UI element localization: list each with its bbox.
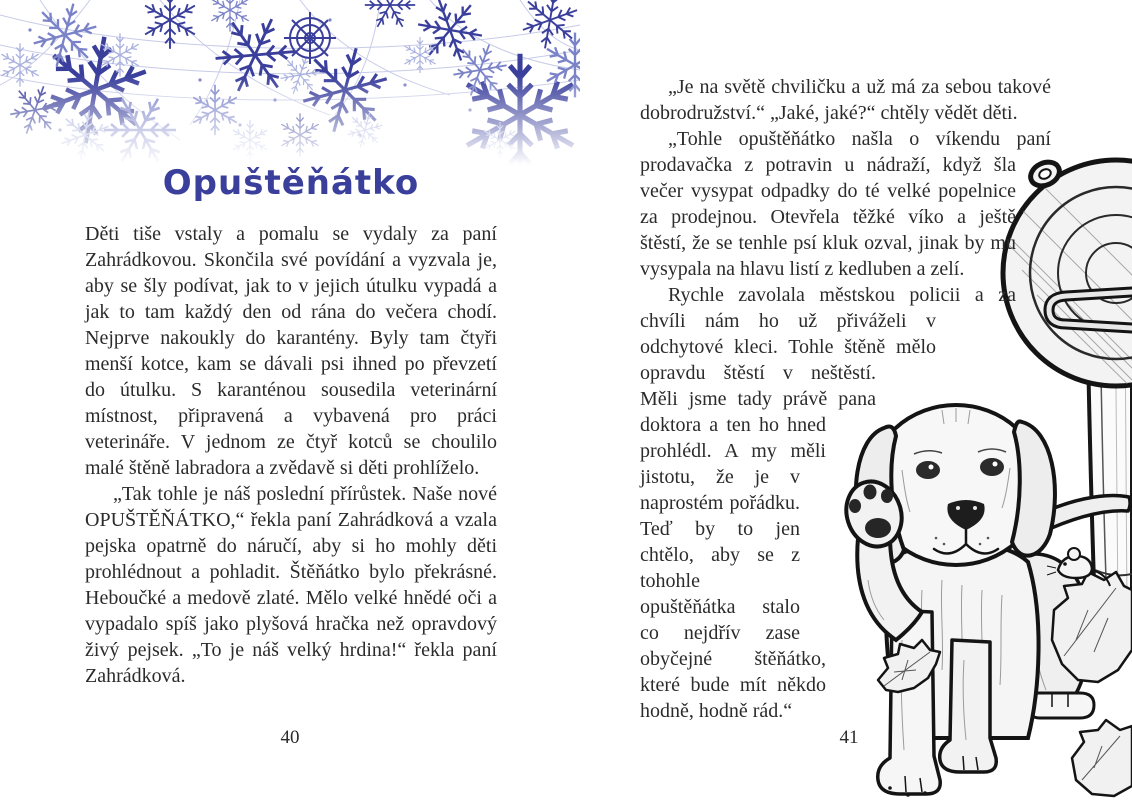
- snowflake-band: [0, 0, 580, 165]
- text-wrap-spacer: [826, 626, 1052, 776]
- text-wrap-spacer: [1051, 74, 1052, 154]
- page-number-left: 40: [280, 727, 300, 748]
- paragraph: „Tak tohle je náš poslední přírůstek. Naše nové OPUŠTĚŇÁTKO,“ řekla paní Zahrádková a vzala pejska opatrně do náručí, aby si ho mohly děti prohlédnout a pohladit. Štěňátko bylo překrásné. Heboučké a medově zlaté. Mělo velké hnědé oči a vypadalo spíš jako plyšová hračka než opravdový živý pejsek. „To je náš velký hrdina!“ řekla paní Zahrádková.: [85, 483, 497, 687]
- chapter-title: Opuštěňátko: [162, 162, 420, 203]
- mandala-snowflake: [284, 12, 336, 64]
- text-wrap-spacer: [826, 418, 1052, 470]
- paragraph: „Tohle opuštěňátko našla o víkendu paní prodavačka z potravin u nádraží, když šla večer vysypat odpadky do té velké popelnice za prodejnou. Otevřela těžké víko a ještě štěstí, že se tenhle psí kluk ozval, jinak by mu vysypala na hlavu listí z kedluben a zelí.: [640, 128, 1051, 280]
- paragraph: Děti tiše vstaly a pomalu se vydaly za paní Zahrádkovou. Skončila své povídání a vyzvala je, aby se šly podívat, jak to v jejich útulku vypadá a jak to tam každý den od rána do večera chodí. Nejprve nakoukly do karantény. Byly tam čtyři menší kotce, kam se dávali psi ihned po převzetí do útulku. S karanténou sousedila veterinární místnost, připravená a vybavená pro práci veterináře. V jednom ze čtyř kotců se choulilo malé štěně labradora a zvědavě si děti prohlíželo.: [85, 223, 497, 479]
- left-page-text: [85, 221, 497, 689]
- text-wrap-spacer: [1016, 154, 1052, 314]
- text-wrap-spacer: [876, 366, 1052, 418]
- paragraph: „Je na světě chviličku a už má za sebou takové dobrodružství.“ „Jaké, jaké?“ chtěly vědět děti.: [640, 76, 1051, 124]
- right-page-text: [640, 74, 1052, 776]
- paragraph: Rychle zavolala městskou policii a za chvíli nám ho už přiváželi v odchytové kleci. Tohle štěně mělo opravdu štěstí v neštěstí. Měli jsme tady právě pana doktora a ten ho hned prohlédl. A my měli jistotu, že je v naprostém pořádku. Teď by to jen chtělo, aby se z tohohle opuštěňátka stalo co nejdřív zase obyčejné štěňátko, které bude mít někdo hodně, hodně rád.“: [640, 284, 1016, 722]
- text-wrap-spacer: [800, 470, 1052, 626]
- text-wrap-spacer: [936, 314, 1052, 366]
- page-number-right: 41: [839, 727, 859, 748]
